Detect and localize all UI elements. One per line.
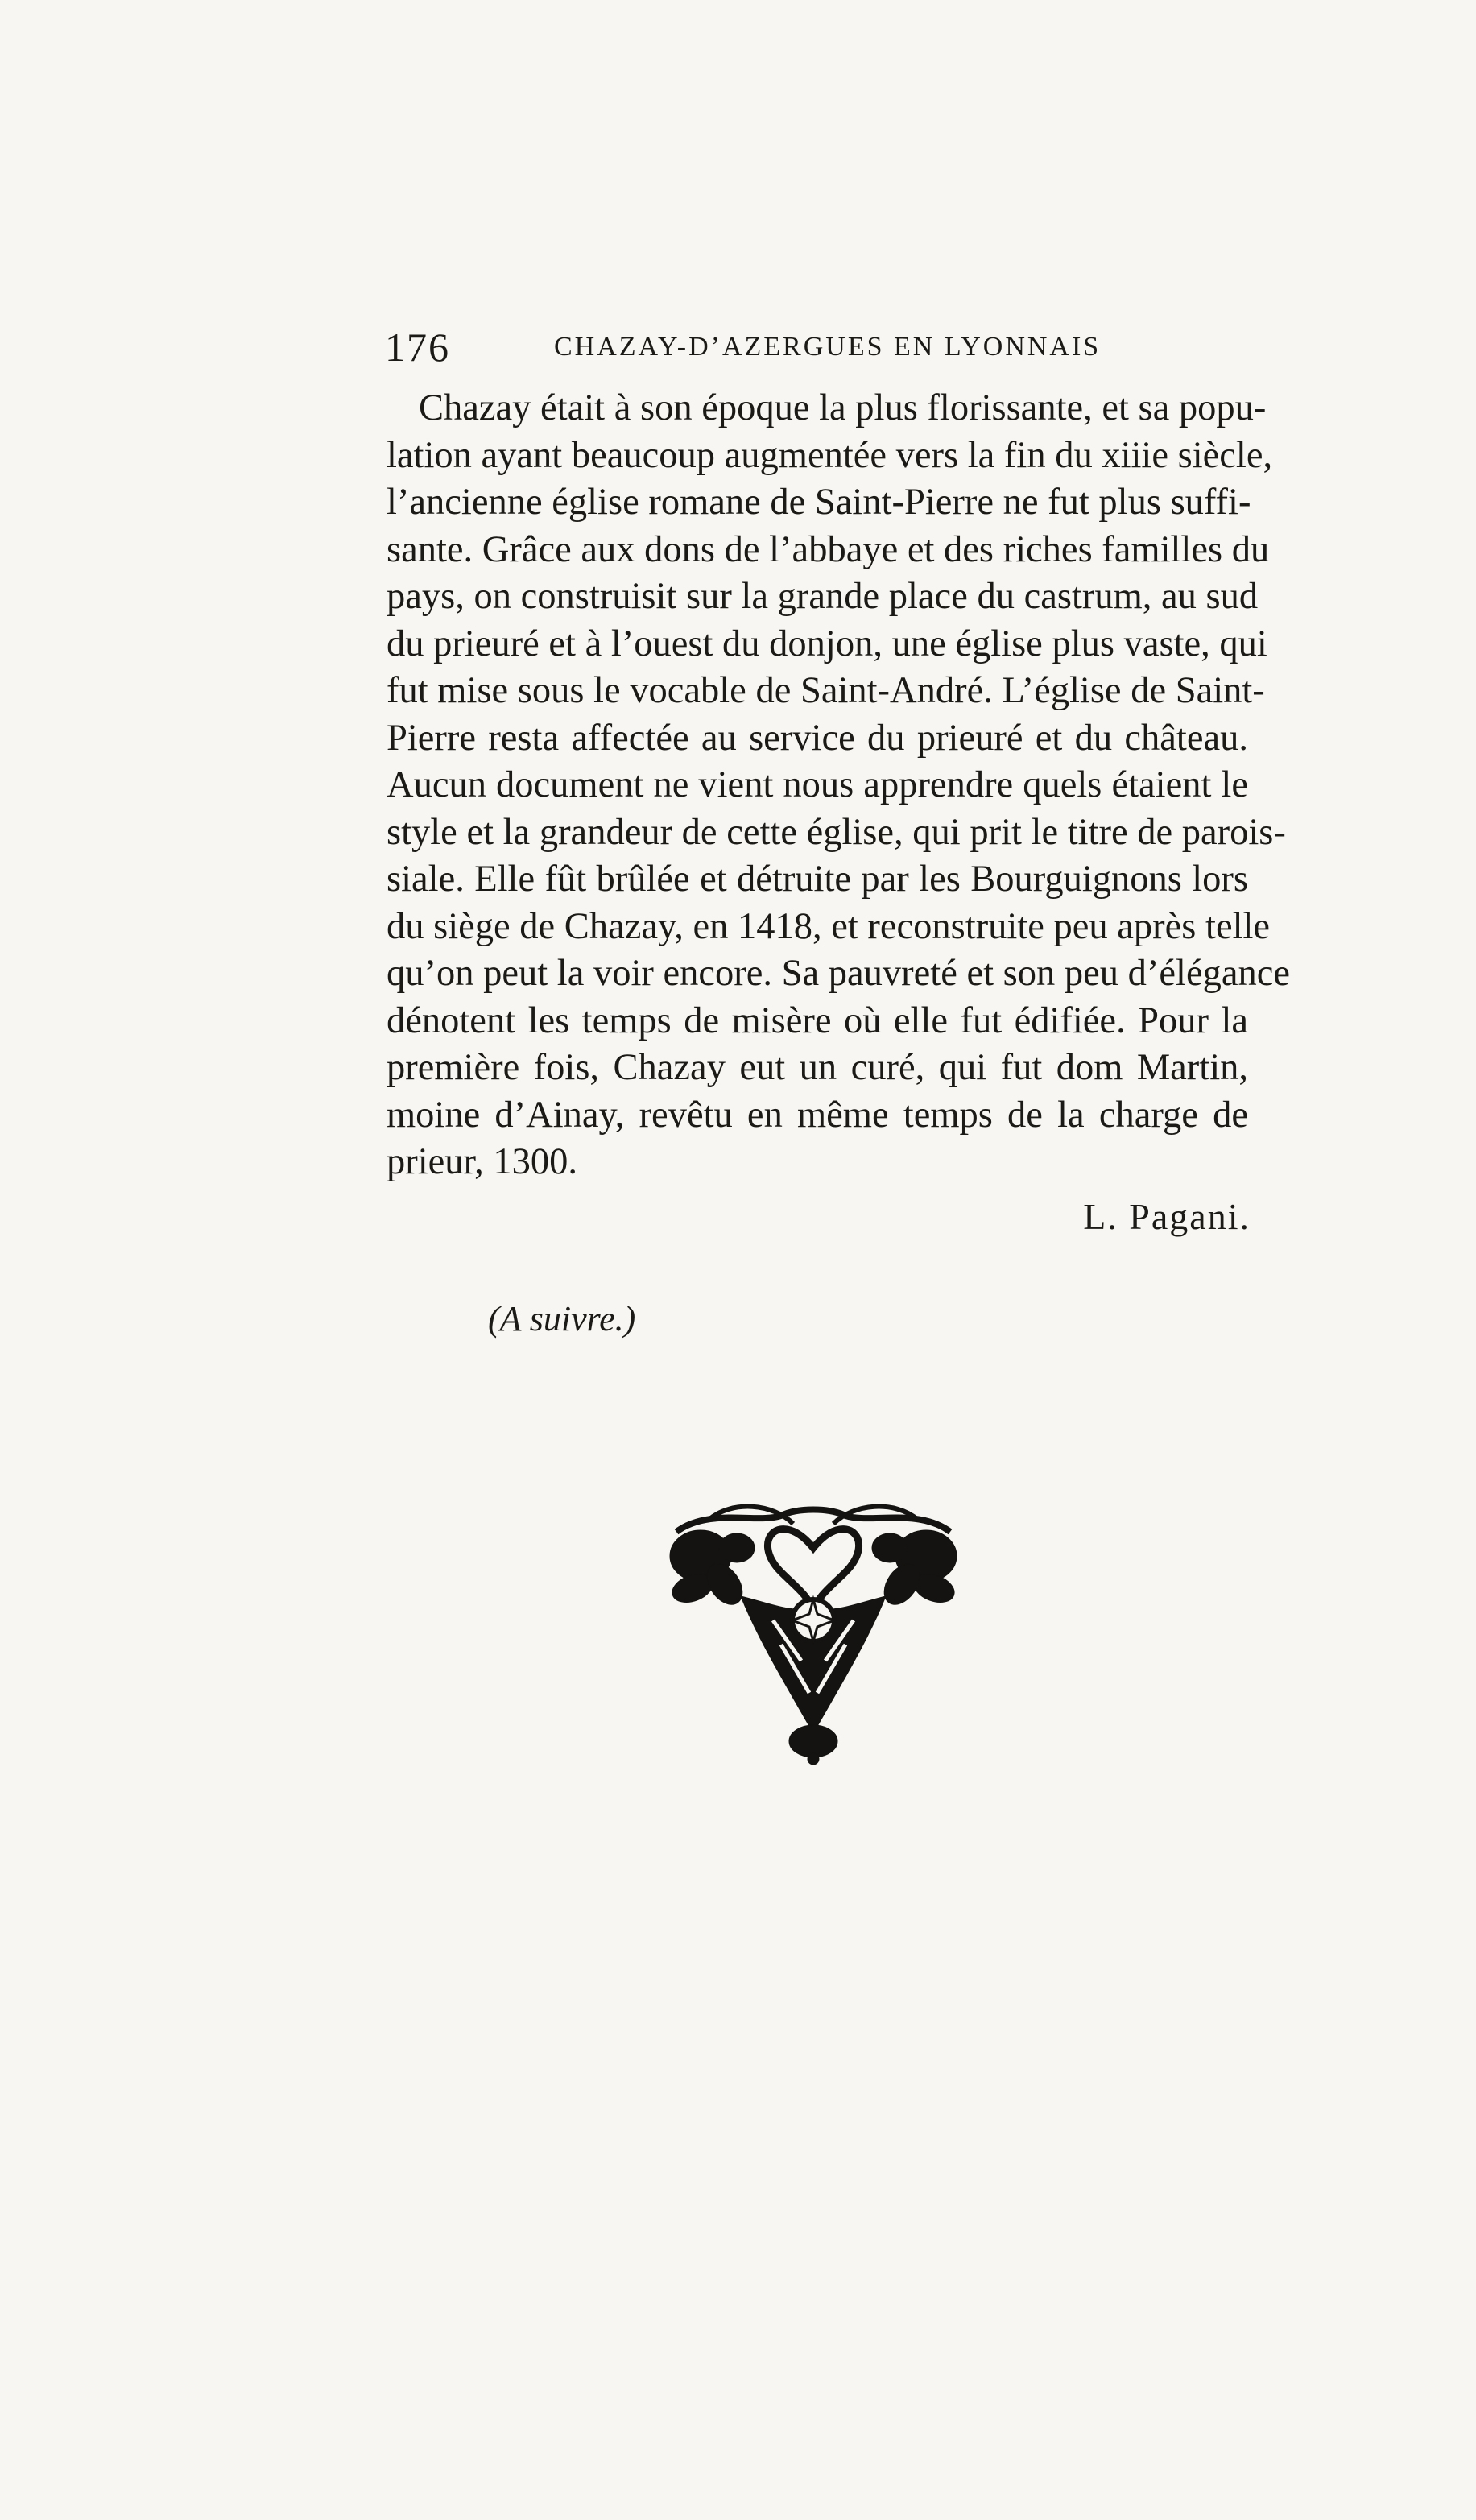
text-line: lation ayant beaucoup augmentée vers la fin du xiiie siècle,: [387, 434, 1273, 476]
continuation-note: (A suivre.): [488, 1299, 636, 1339]
text-line: sante. Grâce aux dons de l’abbaye et des riches familles du: [387, 528, 1270, 570]
text-line: style et la grandeur de cette église, qui prit le titre de parois-: [387, 811, 1286, 853]
body-paragraph: [387, 385, 1290, 1186]
text-line: Pierre resta affectée au service du prieuré et du château.: [387, 717, 1248, 759]
text-line: prieur, 1300.: [387, 1141, 578, 1182]
text-line: première fois, Chazay eut un curé, qui fut dom Martin,: [387, 1047, 1248, 1088]
text-line: qu’on peut la voir encore. Sa pauvreté et son peu d’élégance: [387, 953, 1290, 994]
text-line: Aucun document ne vient nous apprendre quels étaient le: [387, 764, 1248, 805]
text-line: dénotent les temps de misère où elle fut édifiée. Pour la: [387, 999, 1248, 1041]
text-line: du siège de Chazay, en 1418, et reconstruite peu après telle: [387, 905, 1271, 947]
text-line: pays, on construisit sur la grande place du castrum, au sud: [387, 576, 1259, 617]
text-line: moine d’Ainay, revêtu en même temps de la charge de: [387, 1094, 1248, 1136]
text-line: l’ancienne église romane de Saint-Pierre ne fut plus suffi-: [387, 482, 1251, 523]
text-line: siale. Elle fût brûlée et détruite par les Bourguignons lors: [387, 859, 1248, 900]
page-header: [385, 324, 1251, 372]
floral-vignette-icon: [660, 1500, 966, 1765]
text-line: fut mise sous le vocable de Saint-André. L’église de Saint-: [387, 670, 1265, 711]
author-signature: L. Pagani.: [1083, 1196, 1251, 1237]
page-number: 176: [385, 325, 450, 370]
text-line: Chazay était à son époque la plus florissante, et sa popu-: [419, 387, 1267, 428]
text-line: du prieuré et à l’ouest du donjon, une église plus vaste, qui: [387, 623, 1267, 664]
running-title: CHAZAY-D’AZERGUES EN LYONNAIS: [554, 332, 1102, 362]
